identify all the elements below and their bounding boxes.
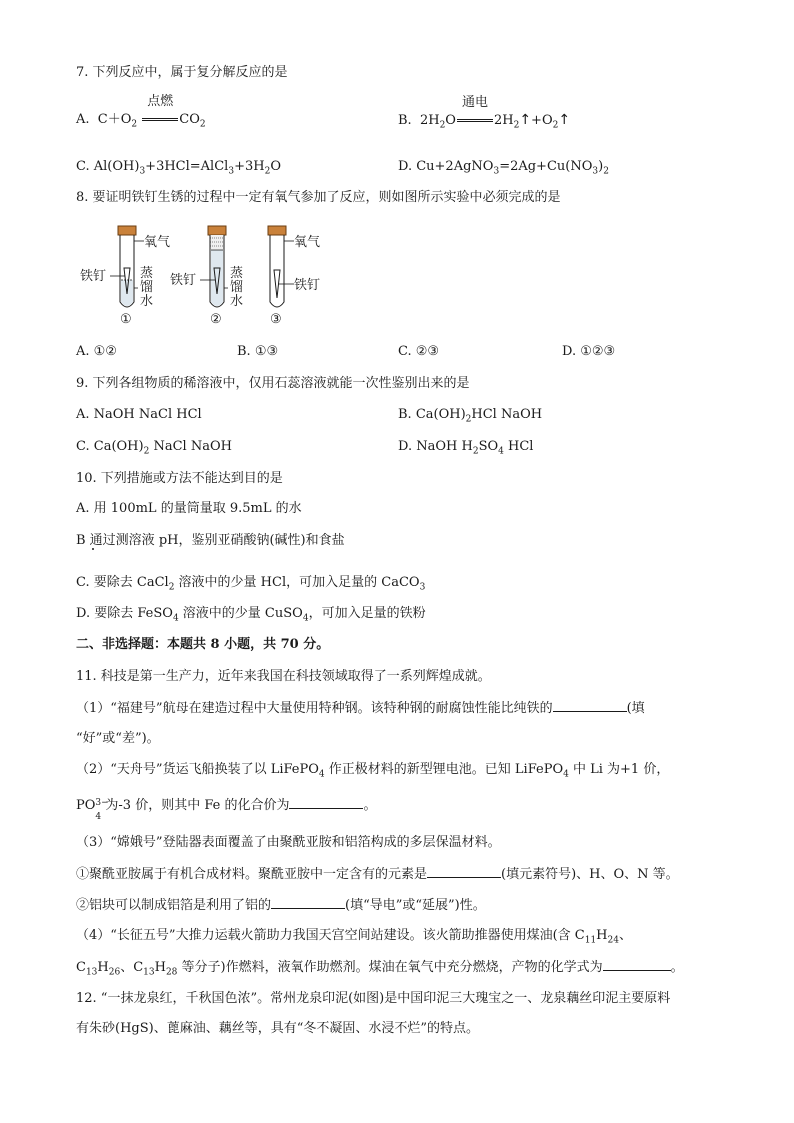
q11-p1-text: （1）“福建号”航母在建造过程中大量使用特种钢。该特种钢的耐腐蚀性能比纯铁的 <box>76 701 553 716</box>
q11-stem: 11. 科技是第一生产力，近年来我国在科技领域取得了一系列辉煌成就。 <box>76 669 491 684</box>
q7-stem: 7. 下列反应中，属于复分解反应的是 <box>76 65 288 80</box>
test-tube-3 <box>268 226 320 327</box>
q9-d-pre: D. NaOH H <box>398 439 473 454</box>
q7-option-c <box>76 158 281 176</box>
q7-a-label: A. <box>76 112 90 127</box>
phosphate-ion: PO <box>76 798 96 813</box>
fig-label-water-1a: 蒸 <box>140 266 154 281</box>
q9-option-b <box>398 406 542 424</box>
fig-label-nail-3: 铁钉 <box>294 278 321 293</box>
answer-blank[interactable] <box>289 796 363 809</box>
q11-part2-cont: PO 3− 4 为-3 价，则其中 Fe 的化合价为 。 <box>76 798 377 822</box>
q7-b-condition <box>457 95 493 130</box>
q11-part1 <box>76 699 645 718</box>
q9-b-pre: B. Ca(OH) <box>398 407 466 422</box>
q7-c-o: O <box>270 159 281 174</box>
q10-c-pre: C. 要除去 CaCl <box>76 575 169 590</box>
fig-label-water-2a: 蒸 <box>230 266 244 281</box>
q7-d-sub: 3 <box>592 166 599 177</box>
fig-label-num-2: ② <box>210 312 222 327</box>
q7-b-h2: 2H <box>493 113 514 128</box>
gas-arrow-icon: ↑ <box>558 112 571 128</box>
q7-b-h2o-sub: 2 <box>439 120 446 131</box>
rust-experiment-figure <box>76 224 336 328</box>
fig-label-nail-2: 铁钉 <box>170 273 197 288</box>
q7-c-mid: +3HCl=AlCl <box>145 159 229 174</box>
q8-option-d: D. ①②③ <box>562 344 616 359</box>
answer-blank[interactable] <box>553 699 627 712</box>
q10-stem: 10. 下列措施或方法不能达到目的是 <box>76 471 283 486</box>
q11-p4-i: 。 <box>670 960 684 975</box>
q9-option-a: A. NaOH NaCl HCl <box>76 407 202 422</box>
q10-d-sub: 4 <box>172 613 179 624</box>
q11-p4-b: H <box>596 928 608 943</box>
q8-option-c: C. ②③ <box>398 344 440 359</box>
q7-d-text: D. Cu+2AgNO <box>398 159 494 174</box>
test-tube-1 <box>80 226 170 327</box>
q11-p3-1b: (填元素符号)、H、O、N 等。 <box>501 867 679 882</box>
q11-p2-e: 。 <box>363 798 377 813</box>
test-tube-2 <box>170 226 243 327</box>
q7-c-end: +3H <box>234 159 265 174</box>
q10-option-c <box>76 574 425 592</box>
q9-stem: 9. 下列各组物质的稀溶液中，仅用石蕊溶液就能一次性鉴别出来的是 <box>76 376 470 391</box>
q11-p2-b: 作正极材料的新型锂电池。已知 LiFePO <box>324 762 564 777</box>
q10-d-post: ，可加入足量的铁粉 <box>308 606 426 621</box>
q7-a-co2-sub: 2 <box>199 119 206 130</box>
q11-p2-sub: 4 <box>318 769 325 780</box>
q7-b-o: O <box>445 113 456 128</box>
section-heading: 二、非选择题：本题共 8 小题，共 70 分。 <box>76 637 330 652</box>
q7-c-sub: 3 <box>139 166 146 177</box>
q11-p4-g: H <box>154 960 166 975</box>
q11-p4-sub: 24 <box>607 935 619 946</box>
q10-option-d <box>76 605 426 623</box>
answer-blank[interactable] <box>427 865 501 878</box>
q10-c-sub: 2 <box>168 582 175 593</box>
q7-b-condition-text: 通电 <box>461 95 488 110</box>
q11-p2-c: 中 Li 为+1 价， <box>568 762 670 777</box>
q11-p2-a: （2）“天舟号”货运飞船换装了以 LiFePO <box>76 762 319 777</box>
q9-b-post: HCl NaOH <box>471 407 543 422</box>
q9-d-post: HCl <box>503 439 534 454</box>
q11-part3-1 <box>76 865 679 884</box>
q11-p4-d: C <box>76 960 86 975</box>
fig-label-water-2c: 水 <box>230 294 244 309</box>
q7-c-text: C. Al(OH) <box>76 159 140 174</box>
q11-p4-a: （4）“长征五号”大推力运载火箭助力我国天宫空间站建设。该火箭助推器使用煤油(含 C <box>76 928 585 943</box>
q11-part3: （3）“嫦娥号”登陆器表面覆盖了由聚酰亚胺和铝箔构成的多层保温材料。 <box>76 835 501 850</box>
q8-stem: 8. 要证明铁钉生锈的过程中一定有氧气参加了反应，则如图所示实验中必须完成的是 <box>76 190 561 205</box>
q11-p4-sub: 26 <box>108 967 121 978</box>
q11-p4-sub: 28 <box>165 967 178 978</box>
q7-c-sub: 3 <box>228 166 235 177</box>
fig-label-water-1b: 馏 <box>140 280 154 295</box>
q11-part2 <box>76 761 669 779</box>
fig-label-oxygen-3: 氧气 <box>294 235 321 250</box>
q10-d-pre: D. 要除去 FeSO <box>76 606 173 621</box>
stray-dot <box>92 548 94 550</box>
q9-c-sub: 2 <box>143 446 150 457</box>
fig-label-water-1c: 水 <box>140 294 154 309</box>
q8-option-a: A. ①② <box>76 344 117 359</box>
fig-label-nail-1: 铁钉 <box>80 269 107 284</box>
q7-a-condition-text: 点燃 <box>147 94 174 109</box>
answer-blank[interactable] <box>271 896 345 909</box>
q11-p2-d: 为-3 价，则其中 Fe 的化合价为 <box>105 798 290 813</box>
q7-b-label: B. <box>398 113 412 128</box>
stopper-icon <box>268 226 286 235</box>
q11-p3-2b: (填“导电”或“延展”)性。 <box>345 898 486 913</box>
q9-option-c <box>76 438 232 456</box>
q12-line1: 12. “一抹龙泉红，千秋国色浓”。常州龙泉印泥(如图)是中国印泥三大瑰宝之一、龙泉藕丝印泥主要原料 <box>76 991 671 1006</box>
q9-d-sub: 4 <box>498 446 504 457</box>
q7-b-o2-sub: 2 <box>552 120 559 131</box>
q7-d-end: ) <box>598 159 604 174</box>
q10-option-a: A. 用 100mL 的量筒量取 9.5mL 的水 <box>76 501 302 516</box>
q7-b-left: 2H <box>419 113 440 128</box>
water-fill <box>211 250 223 306</box>
q7-a-o2-sub: 2 <box>131 119 138 130</box>
q12-line2: 有朱砂(HgS)、蓖麻油、藕丝等，具有“冬不凝固、水浸不烂”的特点。 <box>76 1021 480 1036</box>
q11-p4-sub: 11 <box>584 935 597 946</box>
q7-a-condition <box>142 94 178 129</box>
q11-p4-e: H <box>97 960 109 975</box>
q9-b-sub: 2 <box>465 414 472 425</box>
gas-arrow-icon: ↑ <box>519 112 532 128</box>
q10-option-b: B 通过测溶液 pH，鉴别亚硝酸钠(碱性)和食盐 <box>76 533 345 548</box>
q10-d-sub: 4 <box>302 613 309 624</box>
q11-part3-2 <box>76 896 486 915</box>
q11-p2-sub: 4 <box>563 769 569 780</box>
q11-p4-sub: 13 <box>143 967 155 978</box>
q7-d-sub: 2 <box>603 166 609 177</box>
q7-b-h2-sub: 2 <box>513 120 520 131</box>
q11-part1-cont: “好”或“差”)。 <box>76 731 160 746</box>
q10-c-sub: 3 <box>419 582 426 593</box>
q7-option-b <box>398 95 571 131</box>
q7-d-mid: =2Ag+Cu(NO <box>499 159 593 174</box>
q7-option-d <box>398 158 609 176</box>
q7-b-o2: +O <box>531 113 553 128</box>
q7-a-left: C＋O <box>97 112 132 127</box>
q9-c-post: NaCl NaOH <box>149 439 232 454</box>
q7-a-right: CO <box>179 112 200 127</box>
q9-d-mid: SO <box>478 439 499 454</box>
fig-label-num-1: ① <box>120 312 132 327</box>
q11-p1-tail: (填 <box>626 701 645 716</box>
fig-label-num-3: ③ <box>270 312 282 327</box>
q9-d-sub: 2 <box>472 446 479 457</box>
q11-p4-c: 、 <box>618 928 632 943</box>
q11-p4-sub: 13 <box>85 967 98 978</box>
stopper-icon <box>118 226 136 235</box>
fig-label-water-2b: 馏 <box>230 280 244 295</box>
q10-d-mid: 溶液中的少量 CuSO <box>178 606 303 621</box>
stopper-icon <box>208 226 226 235</box>
q7-d-sub: 3 <box>493 166 500 177</box>
q7-c-sub: 2 <box>264 166 271 177</box>
q11-part4-cont <box>76 958 684 977</box>
q11-p4-h: 等分子)作燃料，液氧作助燃剂。煤油在氧气中充分燃烧，产物的化学式为 <box>177 960 603 975</box>
answer-blank[interactable] <box>603 958 671 971</box>
q9-c-pre: C. Ca(OH) <box>76 439 144 454</box>
fig-label-oxygen-1: 氧气 <box>144 235 171 250</box>
q11-p3-2a: ②铝块可以制成铝箔是利用了铝的 <box>76 898 272 913</box>
q11-p4-f: 、C <box>120 960 144 975</box>
q7-option-a <box>76 94 206 130</box>
q10-c-mid: 溶液中的少量 HCl，可加入足量的 CaCO <box>174 575 420 590</box>
q11-p3-1a: ①聚酰亚胺属于有机合成材料。聚酰亚胺中一定含有的元素是 <box>76 867 428 882</box>
q9-option-d <box>398 438 533 456</box>
q8-option-b: B. ①③ <box>237 344 279 359</box>
q11-part4 <box>76 927 632 945</box>
